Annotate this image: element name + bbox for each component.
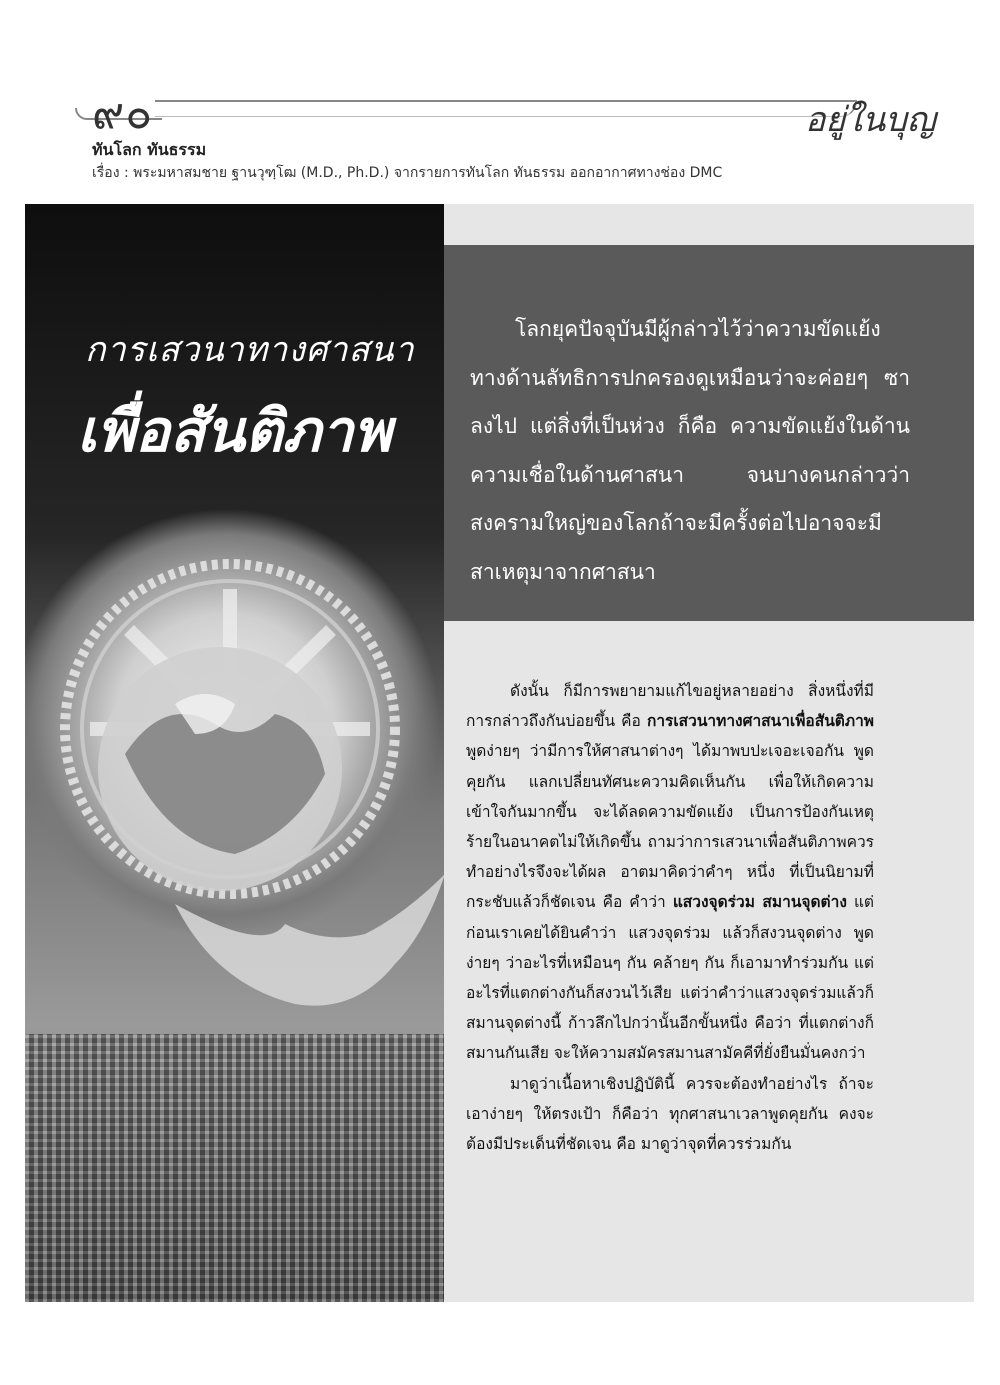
dove-icon — [175, 874, 444, 1044]
body-text: ดังนั้น ก็มีการพยายามแก้ไขอยู่หลายอย่าง สิ่งหนึ่งที่มีการกล่าวถึงกันบ่อยขึ้น คือ — [466, 682, 874, 731]
body-bold-text: การเสวนาทางศาสนาเพื่อสันติภาพ — [646, 712, 874, 731]
body-text: พูดง่ายๆ ว่ามีการให้ศาสนาต่างๆ ได้มาพบปะเจอะเจอกัน พูดคุยกัน แลกเปลี่ยนทัศนะความคิดเห็นกัน เพื่อให้เกิดความเข้าใจกันมากขึ้น จะได้ลดความขัดแย้ง เป็นการป้องกันเหตุร้ายในอนาคตไม่ให้เกิดขึ้น ถามว่าการเสวนาเพื่อสันติภาพควรทำอย่างไรจึงจะได้ผล อาตมาคิดว่าคำๆ หนึ่ง ที่เป็นนิยามที่กระชับแล้วก็ชัดเจน คือ คำว่า — [466, 742, 874, 912]
article-title-line1: การเสวนาทางศาสนา — [85, 330, 415, 370]
cover-illustration-panel — [25, 204, 444, 1302]
column-name: ทันโลก ทันธรรม — [92, 140, 207, 159]
byline: เรื่อง : พระมหาสมชาย ฐานวุฑฺโฒ (M.D., Ph.D.) จากรายการทันโลก ทันธรรม ออกอากาศทางช่อง DMC — [92, 165, 723, 181]
intro-paragraph — [470, 305, 910, 596]
crowd-image — [25, 1034, 444, 1302]
column-logo: อยู่ในบุญ — [805, 100, 936, 140]
page-number: ๙๐ — [92, 88, 154, 139]
intro-text: โลกยุคปัจจุบันมีผู้กล่าวไว้ว่าความขัดแย้งทางด้านลัทธิการปกครองดูเหมือนว่าจะค่อยๆ ซาลงไป แต่สิ่งที่เป็นห่วง ก็คือ ความขัดแย้งในด้านความเชื่อในด้านศาสนา จนบางคนกล่าวว่าสงครามใหญ่ของโลกถ้าจะมีครั้งต่อไปอาจจะมีสาเหตุมาจากศาสนา — [470, 317, 910, 584]
article-body — [466, 676, 874, 1159]
body-paragraph-2: มาดูว่าเนื้อหาเชิงปฏิบัตินี้ ควรจะต้องทำอย่างไร ถ้าจะเอาง่ายๆ ให้ตรงเป้า ก็คือว่า ทุกศาสนาเวลาพูดคุยกัน คงจะต้องมีประเด็นที่ชัดเจน คือ มาดูว่าจุดที่ควรร่วมกัน — [466, 1074, 874, 1154]
article-title-line2: เพื่อสันติภาพ — [77, 397, 392, 465]
body-bold-text: แสวงจุดร่วม สมานจุดต่าง — [672, 893, 847, 912]
dhamma-wheel-globe-icon — [55, 554, 415, 914]
body-paragraph-1 — [466, 676, 874, 1069]
body-text: แต่ก่อนเราเคยได้ยินคำว่า แสวงจุดร่วม แล้วก็สงวนจุดต่าง พูดง่ายๆ ว่าอะไรที่เหมือนๆ กัน คล้ายๆ กัน ก็เอามาทำร่วมกัน แต่อะไรที่แตกต่างกันก็สงวนไว้เสีย แต่ว่าคำว่าแสวงจุดร่วมแล้วก็สมานจุดต่างนี้ ก้าวลึกไปกว่านั้นอีกขั้นหนึ่ง คือว่า ที่แตกต่างก็สมานกันเสีย จะให้ความสมัครสมานสามัคคีที่ยั่งยืนมั่นคงกว่า — [466, 893, 874, 1063]
header-rule — [155, 100, 857, 117]
